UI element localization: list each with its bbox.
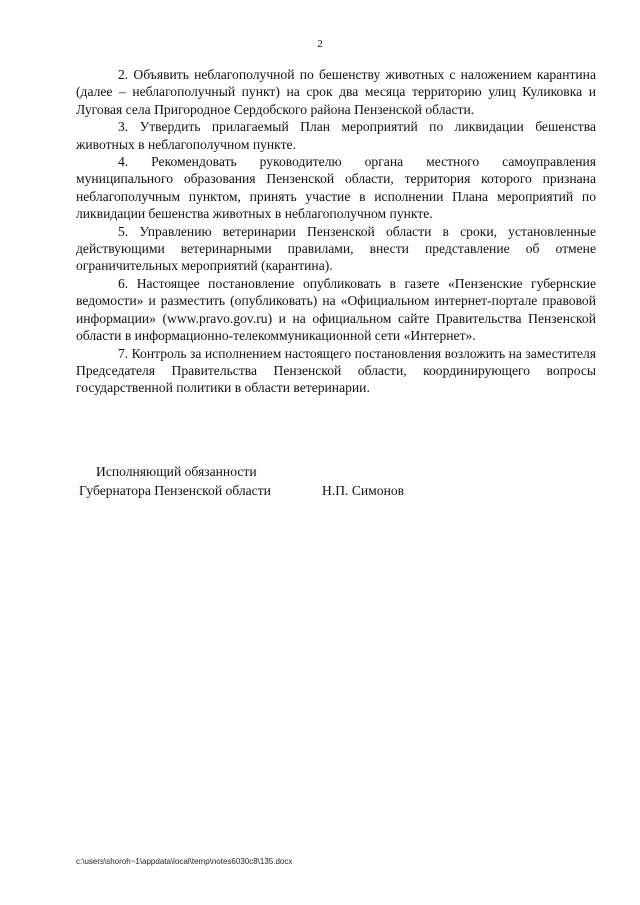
paragraph-6: 6. Настоящее постановление опубликовать в газете «Пензенские губернские ведомости» и разместить (опубликовать) на «Официальном интернет-портале правовой информации» (www.pravo.gov.ru) и на официальном сайте Правительства Пензенской области в информационно-телекоммуникационной сети «Интернет». — [76, 275, 596, 344]
signatory-name: Н.П. Симонов — [322, 483, 405, 498]
signatory-position-line1: Исполняющий обязанности — [96, 464, 257, 479]
paragraph-5: 5. Управлению ветеринарии Пензенской области в сроки, установленные действующими ветеринарными правилами, внести представление об отмене ограничительных мероприятий (карантина). — [76, 223, 596, 274]
paragraph-2: 2. Объявить неблагополучной по бешенству животных с наложением карантина (далее – неблагополучный пункт) на срок два месяца территорию улиц Куликовка и Луговая села Пригородное Сердобского района Пензенской области. — [76, 67, 596, 117]
file-path-footer: c:\users\shoroh~1\appdata\local\temp\notes6030c8\135.docx — [76, 857, 293, 866]
signatory-position-line2: Губернатора Пензенской области — [79, 483, 271, 498]
document-body — [76, 66, 596, 397]
paragraph-7: 7. Контроль за исполнением настоящего постановления возложить на заместителя Председателя Правительства Пензенской области, координирующего вопросы государственной политики в области ветеринарии. — [76, 345, 596, 396]
page-number: 2 — [317, 38, 323, 50]
paragraph-4: 4. Рекомендовать руководителю органа местного самоуправления муниципального образования Пензенской области, территория которого признана неблагополучным пунктом, принять участие в исполнении Плана мероприятий по ликвидации бешенства животных в неблагополучном пункте. — [76, 154, 596, 222]
paragraph-3: 3. Утвердить прилагаемый План мероприятий по ликвидации бешенства животных в неблагополучном пункте. — [76, 119, 596, 152]
